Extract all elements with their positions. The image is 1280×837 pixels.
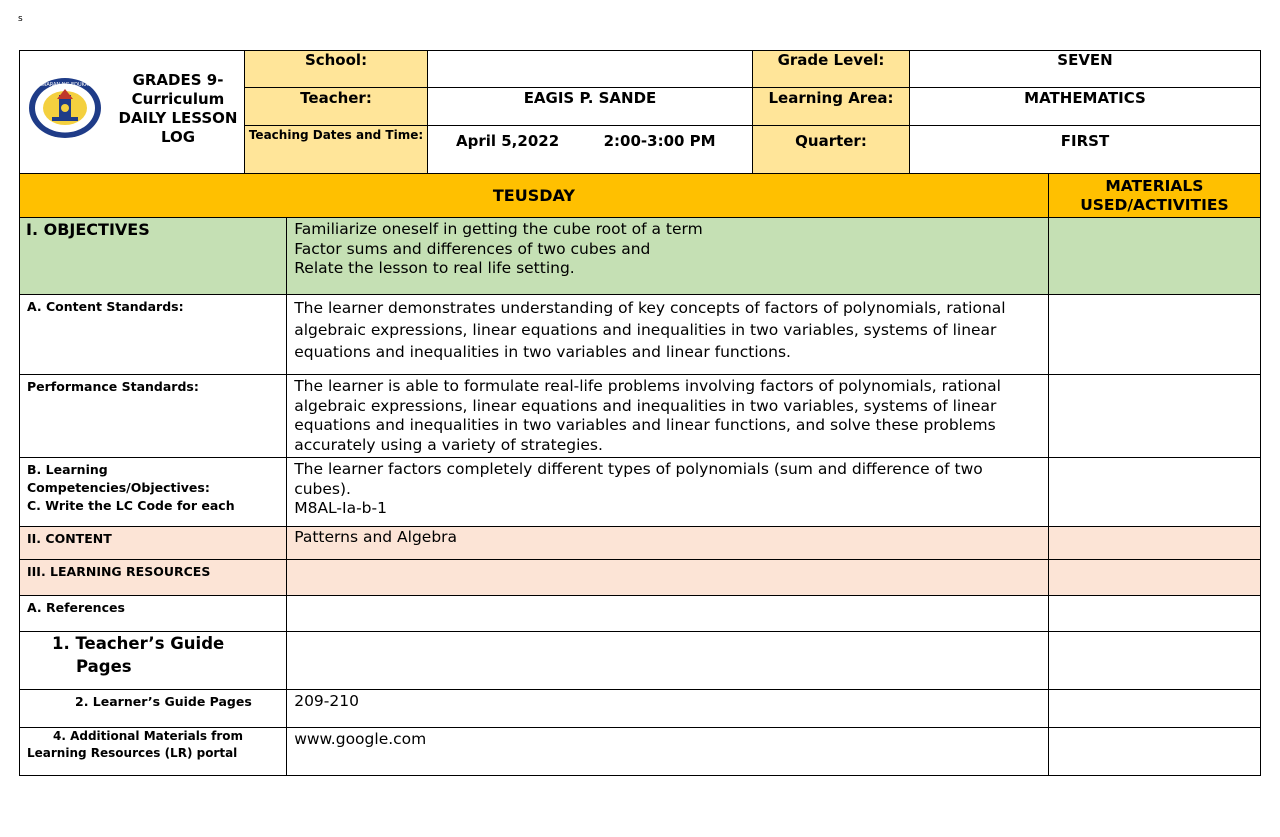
header-table xyxy=(19,50,1261,177)
objective-line: Factor sums and differences of two cubes and xyxy=(294,239,651,258)
learners-guide-materials xyxy=(1048,690,1260,728)
additional-materials-text: www.google.com xyxy=(287,728,1049,776)
learning-resources-label: III. LEARNING RESOURCES xyxy=(20,560,287,596)
content-label: II. CONTENT xyxy=(20,527,287,560)
learners-guide-label: 2. Learner’s Guide Pages xyxy=(20,690,287,728)
objectives-text xyxy=(287,218,1049,295)
competencies-label-c: C. Write the LC Code for each xyxy=(27,498,235,513)
references-text xyxy=(287,596,1049,632)
performance-standards-materials xyxy=(1048,375,1260,458)
competencies-label-b: B. Learning Competencies/Objectives: xyxy=(27,462,210,495)
objective-line: Relate the lesson to real life setting. xyxy=(294,259,575,277)
learning-resources-materials xyxy=(1048,560,1260,596)
content-standards-materials xyxy=(1048,295,1260,375)
references-label: A. References xyxy=(20,596,287,632)
learning-area-value: MATHEMATICS xyxy=(910,88,1261,126)
learning-resources-text xyxy=(287,560,1049,596)
competencies-materials xyxy=(1048,458,1260,527)
corner-mark: s xyxy=(18,14,23,24)
school-label: School: xyxy=(245,51,428,88)
lc-code: M8AL-Ia-b-1 xyxy=(294,499,387,517)
content-standards-label: A. Content Standards: xyxy=(20,295,287,375)
date-value: April 5,2022 xyxy=(456,132,560,150)
day-header: TEUSDAY xyxy=(20,174,1049,218)
content-materials xyxy=(1048,527,1260,560)
learners-guide-text: 209-210 xyxy=(287,690,1049,728)
school-value xyxy=(428,51,753,88)
dates-time-label: Teaching Dates and Time: xyxy=(245,126,428,177)
additional-materials-materials xyxy=(1048,728,1260,776)
competencies-text xyxy=(287,458,1049,527)
teacher-label: Teacher: xyxy=(245,88,428,126)
additional-materials-label: 4. Additional Materials from Learning Resources (LR) portal xyxy=(20,728,287,776)
logo-title-cell xyxy=(20,51,245,177)
deped-seal-icon xyxy=(28,77,102,139)
performance-standards-text: The learner is able to formulate real-life problems involving factors of polynomials, rational algebraic expressions, linear equations and inequalities in two variables, systems of linear equations and inequalities in two variables and linear functions, and solve these problems accurately using a variety of strategies. xyxy=(287,375,1049,458)
teachers-guide-text xyxy=(287,632,1049,690)
quarter-label: Quarter: xyxy=(753,126,910,177)
competencies-label xyxy=(20,458,287,527)
performance-standards-label: Performance Standards: xyxy=(20,375,287,458)
objective-line: Familiarize oneself in getting the cube root of a term xyxy=(294,220,703,238)
grade-level-label: Grade Level: xyxy=(753,51,910,88)
time-value: 2:00-3:00 PM xyxy=(603,132,716,150)
lesson-table xyxy=(19,173,1261,776)
lesson-log-title: GRADES 9- Curriculum DAILY LESSON LOG xyxy=(118,71,238,146)
learning-area-label: Learning Area: xyxy=(753,88,910,126)
quarter-value: FIRST xyxy=(910,126,1261,177)
svg-text:KAGAWARAN NG EDUKASYON: KAGAWARAN NG EDUKASYON xyxy=(28,82,102,88)
materials-header: MATERIALS USED/ACTIVITIES xyxy=(1048,174,1260,218)
competencies-description: The learner factors completely different types of polynomials (sum and difference of two cubes). xyxy=(294,460,983,498)
references-materials xyxy=(1048,596,1260,632)
objectives-label: I. OBJECTIVES xyxy=(20,218,287,295)
teachers-guide-label: 1. Teacher’s Guide Pages xyxy=(20,632,287,690)
content-text: Patterns and Algebra xyxy=(287,527,1049,560)
content-standards-text: The learner demonstrates understanding of key concepts of factors of polynomials, rational algebraic expressions, linear equations and inequalities in two variables, systems of linear equations and inequalities in two variables and linear functions. xyxy=(287,295,1049,375)
date-time-value xyxy=(428,126,753,177)
objectives-materials xyxy=(1048,218,1260,295)
grade-level-value: SEVEN xyxy=(910,51,1261,88)
teacher-value: EAGIS P. SANDE xyxy=(428,88,753,126)
teachers-guide-materials xyxy=(1048,632,1260,690)
